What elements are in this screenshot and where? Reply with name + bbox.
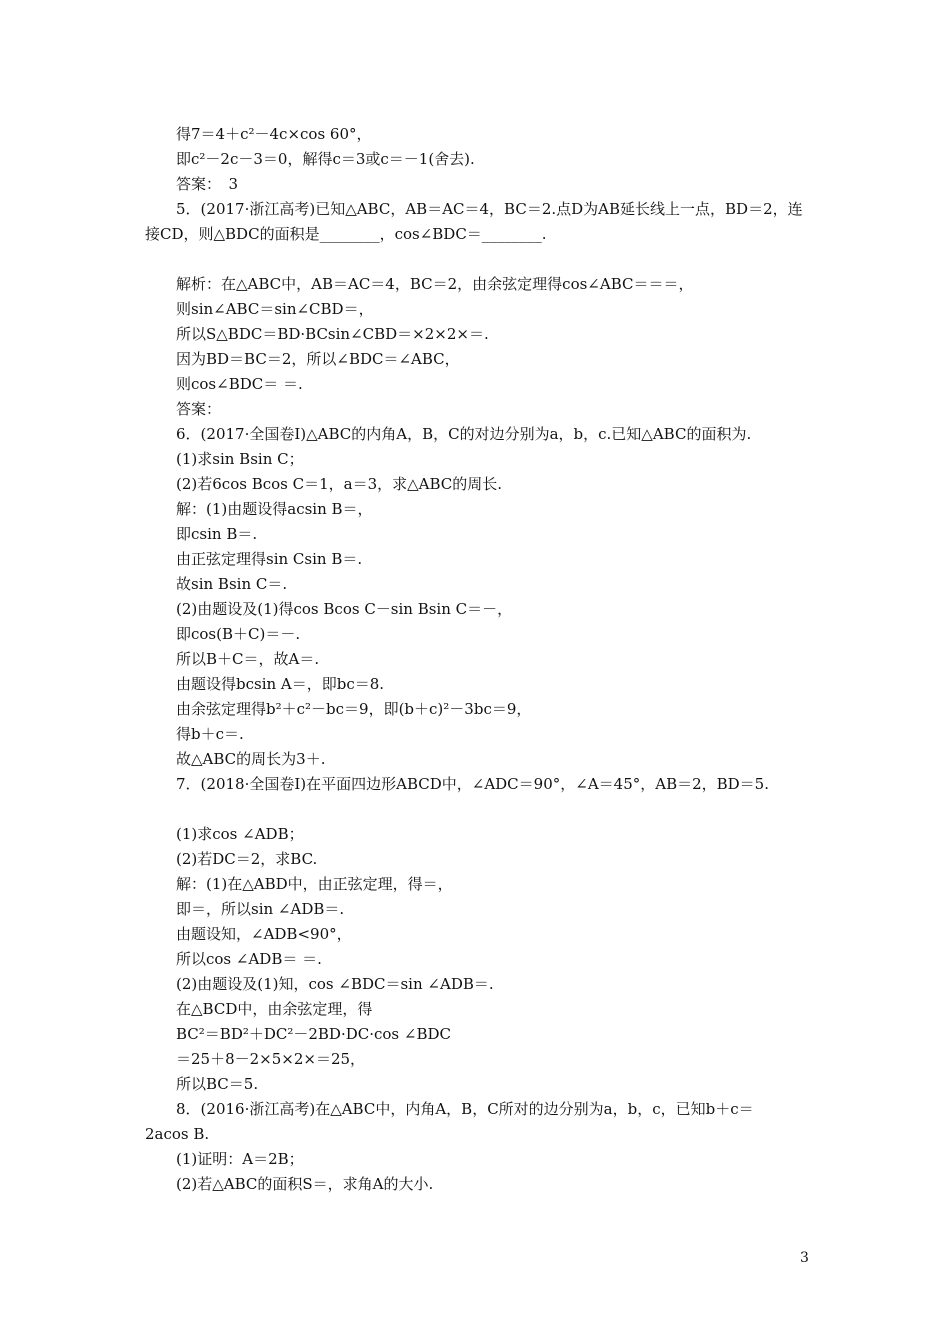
text-line: 所以S△BDC＝BD·BCsin∠CBD＝×2×2×＝. xyxy=(176,325,489,343)
text-line: (1)求sin Bsin C； xyxy=(176,450,304,468)
text-line: 所以cos ∠ADB＝ ＝. xyxy=(176,950,322,968)
page-number: 3 xyxy=(800,1250,809,1266)
text-line: (2)若DC＝2，求BC. xyxy=(176,850,318,868)
text-line: 故sin Bsin C＝. xyxy=(176,575,288,593)
text-line: 在△BCD中，由余弦定理，得 xyxy=(176,1000,373,1018)
text-line: 得7＝4＋c²－4c×cos 60°， xyxy=(176,125,372,143)
text-line: (2)由题设及(1)得cos Bcos C－sin Bsin C＝－， xyxy=(176,600,513,618)
text-line: 即csin B＝. xyxy=(176,525,258,543)
text-line: 7．(2018·全国卷Ⅰ)在平面四边形ABCD中，∠ADC＝90°，∠A＝45°，AB＝2，BD＝5. xyxy=(176,775,769,793)
text-line: (1)证明：A＝2B； xyxy=(176,1150,304,1168)
text-line: 因为BD＝BC＝2，所以∠BDC＝∠ABC， xyxy=(176,350,460,368)
text-line: 由题设知，∠ADB<90°， xyxy=(176,925,352,943)
text-line: 所以BC＝5. xyxy=(176,1075,259,1093)
text-line: 5．(2017·浙江高考)已知△ABC，AB＝AC＝4，BC＝2.点D为AB延长线上一点，BD＝2，连 xyxy=(176,200,803,218)
text-line: 则sin∠ABC＝sin∠CBD＝， xyxy=(176,300,374,318)
text-line: ＝25＋8－2×5×2×＝25， xyxy=(176,1050,366,1068)
text-line: 即cos(B＋C)＝－. xyxy=(176,625,301,643)
text-line: 则cos∠BDC＝ ＝. xyxy=(176,375,303,393)
text-line: (1)求cos ∠ADB； xyxy=(176,825,304,843)
text-line: 由正弦定理得sin Csin B＝. xyxy=(176,550,363,568)
text-line: (2)若6cos Bcos C＝1，a＝3，求△ABC的周长. xyxy=(176,475,503,493)
text-line: 接CD，则△BDC的面积是________，cos∠BDC＝________. xyxy=(145,225,547,243)
text-line: 得b＋c＝. xyxy=(176,725,244,743)
text-line: BC²＝BD²＋DC²－2BD·DC·cos ∠BDC xyxy=(176,1025,451,1043)
text-line: 6．(2017·全国卷Ⅰ)△ABC的内角A，B，C的对边分别为a，b，c.已知△ABC的面积为. xyxy=(176,425,752,443)
text-line: (2)若△ABC的面积S＝，求角A的大小. xyxy=(176,1175,434,1193)
text-line: 由题设得bcsin A＝，即bc＝8. xyxy=(176,675,385,693)
text-line: 所以B＋C＝，故A＝. xyxy=(176,650,320,668)
text-line: 即c²－2c－3＝0，解得c＝3或c＝－1(舍去). xyxy=(176,150,475,168)
text-line: 即＝，所以sin ∠ADB＝. xyxy=(176,900,345,918)
text-line: 故△ABC的周长为3＋. xyxy=(176,750,326,768)
text-line: 解：(1)在△ABD中，由正弦定理，得＝， xyxy=(176,875,453,893)
text-line: 答案： xyxy=(176,400,222,418)
text-line: (2)由题设及(1)知，cos ∠BDC＝sin ∠ADB＝. xyxy=(176,975,494,993)
text-line: 解析：在△ABC中，AB＝AC＝4，BC＝2，由余弦定理得cos∠ABC＝＝＝， xyxy=(176,275,694,293)
text-line: 2acos B. xyxy=(145,1125,210,1143)
text-line: 由余弦定理得b²＋c²－bc＝9，即(b＋c)²－3bc＝9， xyxy=(176,700,532,718)
text-line: 答案： 3 xyxy=(176,175,239,193)
text-line: 8．(2016·浙江高考)在△ABC中，内角A，B，C所对的边分别为a，b，c，已知b＋c＝ xyxy=(176,1100,754,1118)
text-line: 解：(1)由题设得acsin B＝， xyxy=(176,500,373,518)
